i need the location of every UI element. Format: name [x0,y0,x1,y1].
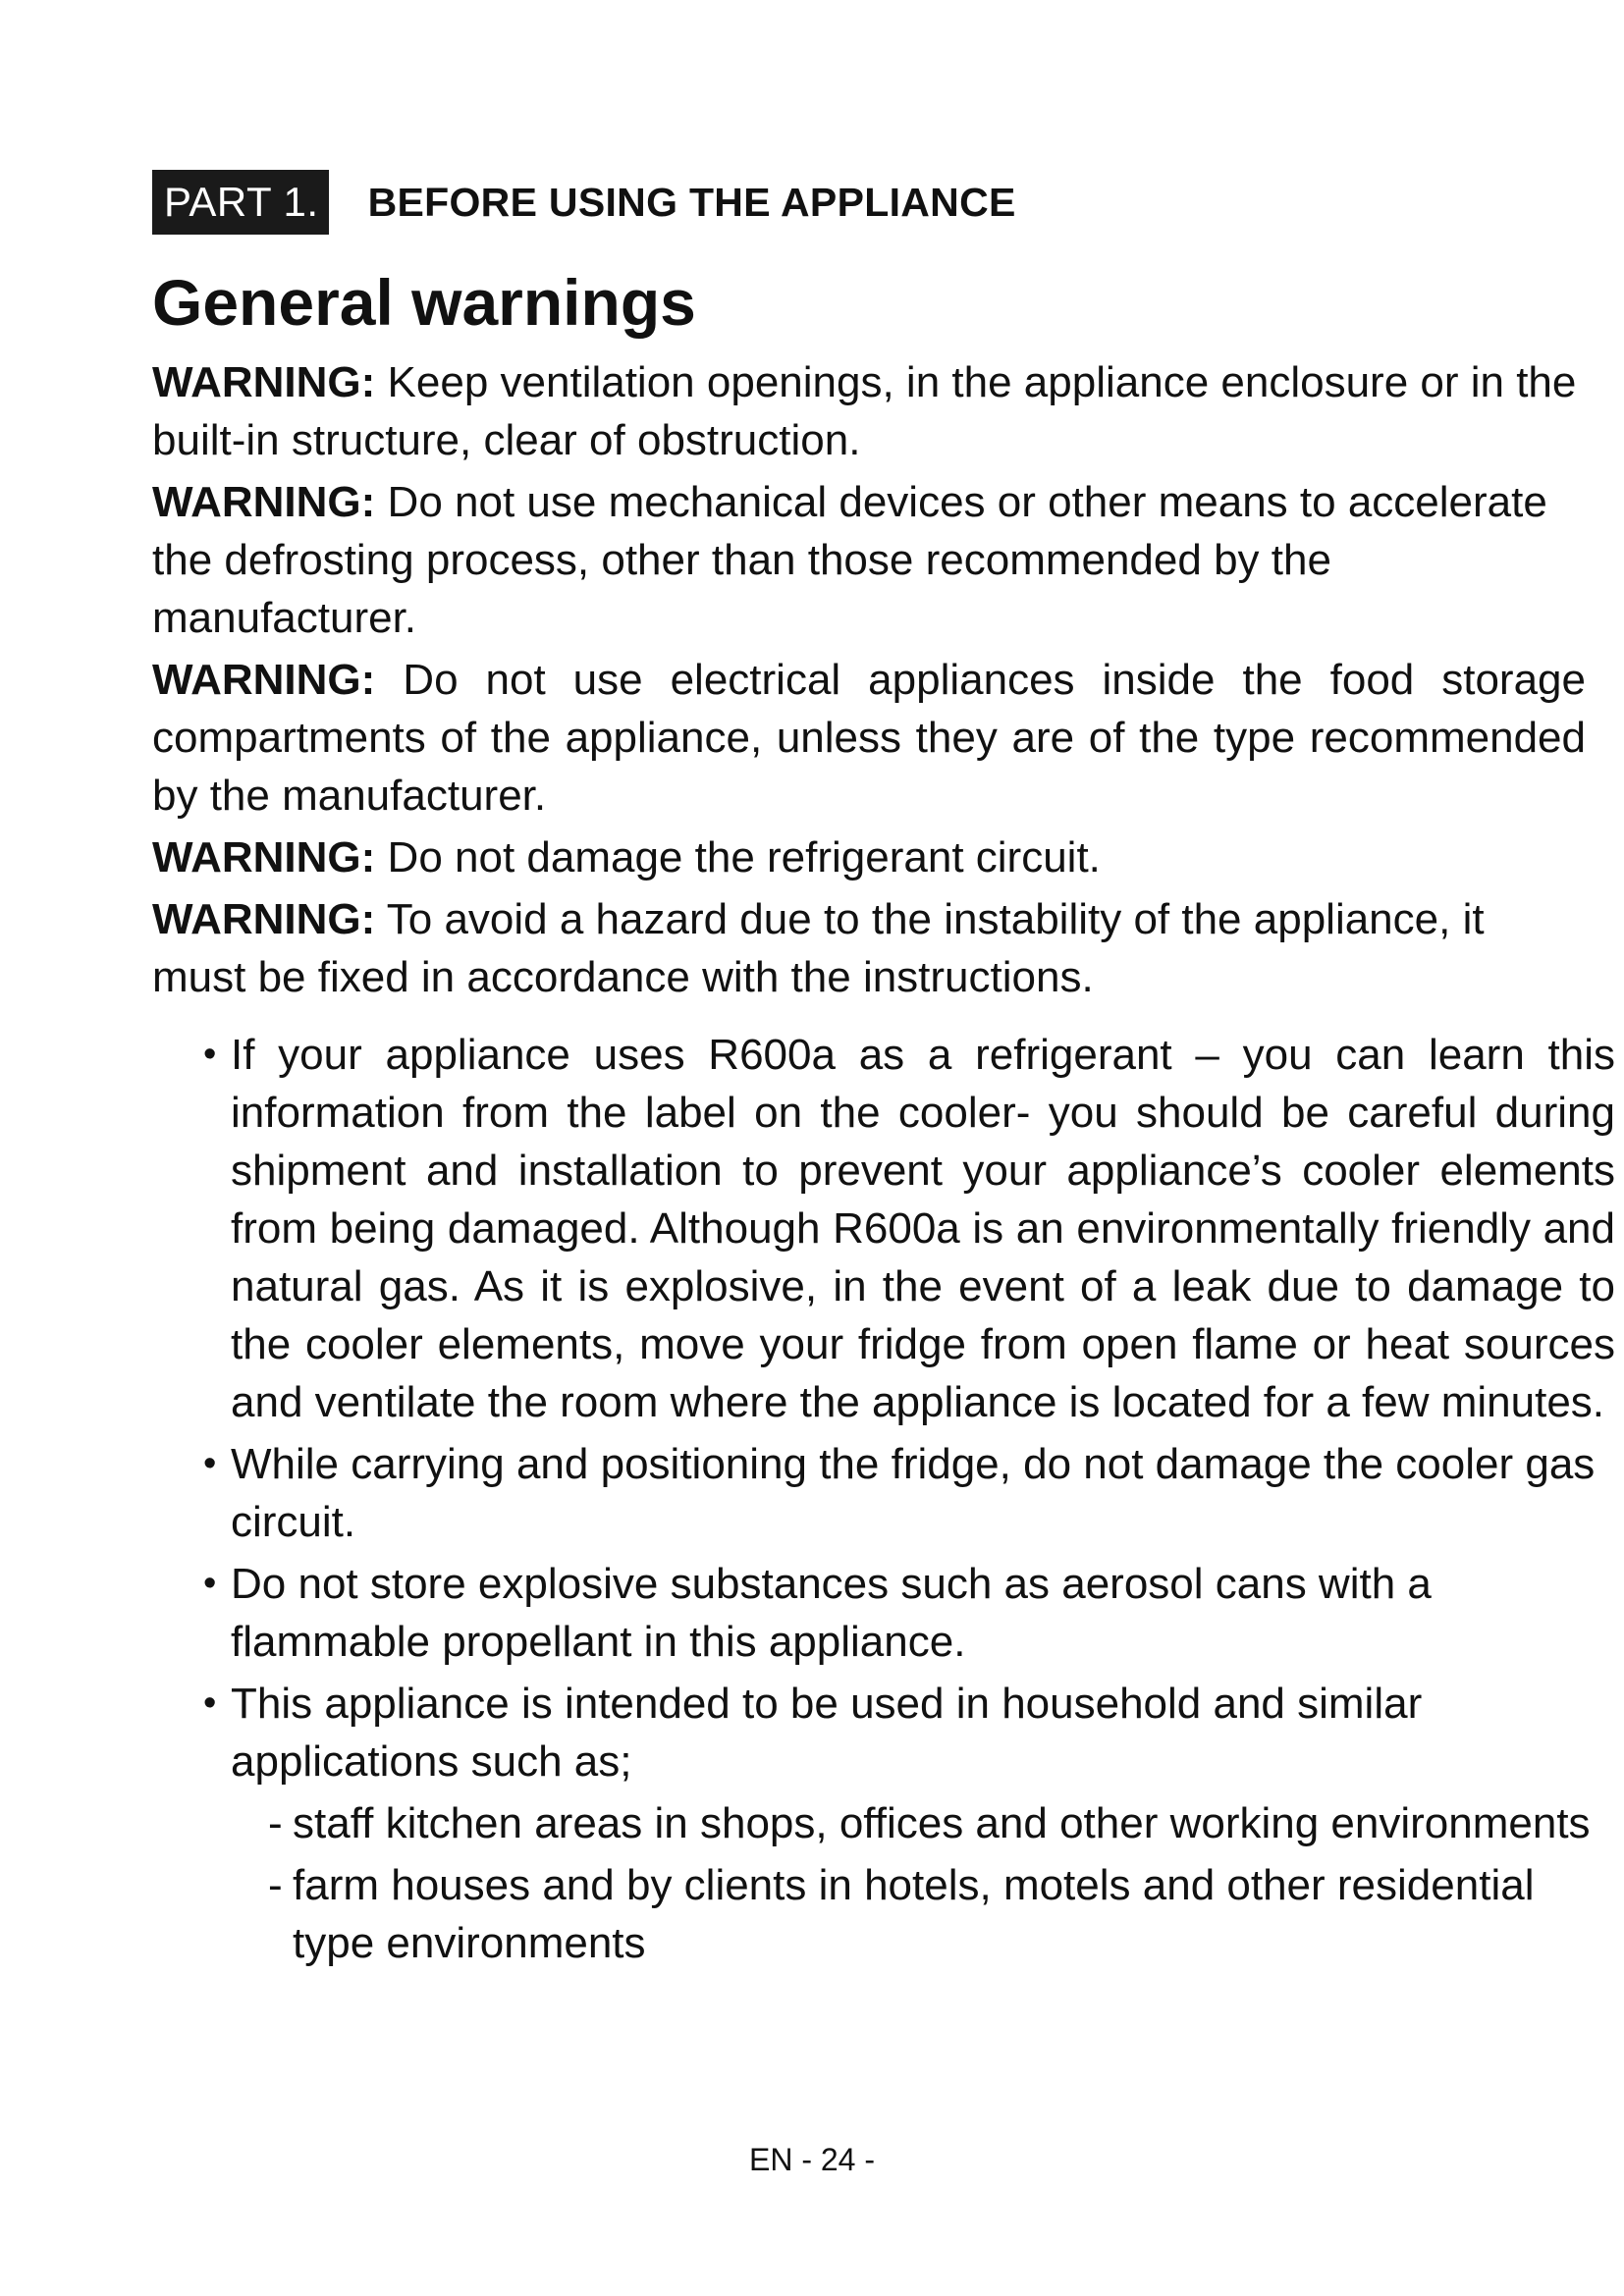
sub-list-item-text: staff kitchen areas in shops, offices and other working environments [293,1799,1591,1847]
warning-paragraph [152,828,1586,886]
bullet-icon: • [203,1034,217,1075]
list-item-text: If your appliance uses R600a as a refrigerant – you can learn this information from the label on the cooler- you should be careful during shipment and installation to prevent your appliance’s cooler elements from being damaged. Although R600a is an environmentally friendly and natural gas. As it is explosive, in the event of a leak due to damage to the cooler elements, move your fridge from open flame or heat sources and ventilate the room where the appliance is located for a few minutes. [231,1031,1615,1426]
warning-label: WARNING: [152,656,376,704]
list-item-text: While carrying and positioning the fridge, do not damage the cooler gas circuit. [231,1440,1596,1546]
warning-text: Keep ventilation openings, in the appliance enclosure or in the built-in structure, clear of obstruction. [152,358,1577,464]
page-number: EN - 24 - [748,2142,876,2177]
section-header [152,170,1016,235]
warning-label: WARNING: [152,833,376,881]
page-title: General warnings [152,266,696,339]
sub-list-item [231,1856,1615,1972]
warning-label: WARNING: [152,478,376,526]
warning-paragraph [152,473,1586,647]
part-badge: PART 1. [152,170,329,235]
sub-list-item-text: farm houses and by clients in hotels, motels and other residential type environments [293,1861,1535,1967]
part-title: BEFORE USING THE APPLIANCE [367,179,1016,225]
warning-text: Do not damage the refrigerant circuit. [375,833,1101,881]
dash-icon: - [268,1799,283,1847]
list-item [191,1675,1615,1972]
warning-label: WARNING: [152,895,376,943]
warning-text: Do not use electrical appliances inside the food storage compartments of the appliance, unless they are of the type recommended by the manufacturer. [152,656,1586,820]
sub-list-item [231,1794,1615,1852]
list-item [191,1555,1615,1671]
warning-label: WARNING: [152,358,376,406]
warnings-list [152,353,1586,1010]
list-item [191,1435,1615,1551]
dash-icon: - [268,1861,283,1909]
warning-text: To avoid a hazard due to the instability of the appliance, it must be fixed in accordance with the instructions. [152,895,1485,1001]
list-item-text: This appliance is intended to be used in household and similar applications such as; [231,1680,1423,1786]
bullet-icon: • [203,1682,217,1724]
list-item [191,1026,1615,1431]
warning-text: Do not use mechanical devices or other means to accelerate the defrosting process, other than those recommended by the manufacturer. [152,478,1547,642]
warning-paragraph [152,353,1586,469]
bullet-list [191,1026,1615,1976]
bullet-icon: • [203,1443,217,1484]
list-item-text: Do not store explosive substances such as aerosol cans with a flammable propellant in this appliance. [231,1560,1432,1666]
warning-paragraph [152,651,1586,825]
warning-paragraph [152,890,1586,1006]
bullet-icon: • [203,1563,217,1604]
